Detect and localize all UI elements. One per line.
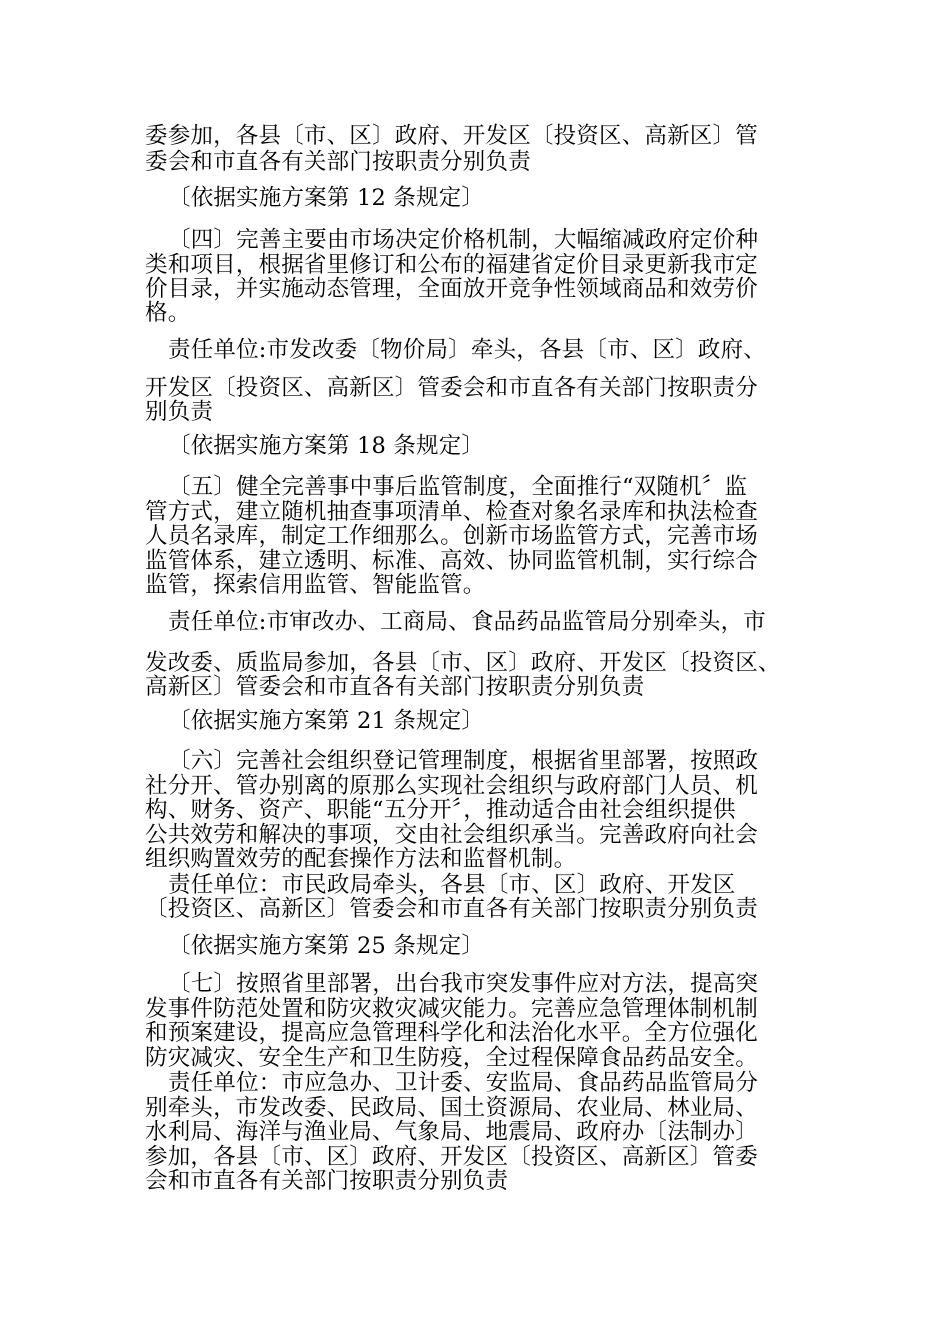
section-heading: 〔五〕健全完善事中事后监管制度，全面推行“双随机〞监 xyxy=(168,474,748,500)
text-line: 管方式，建立随机抽查事项清单、检查对象名录库和执法检查 xyxy=(145,499,758,525)
text-line: 发事件防范处置和防灾救灾减灾能力。完善应急管理体制机制 xyxy=(145,996,758,1022)
text-line: 委会和市直各有关部门按职责分别负责 xyxy=(145,149,531,175)
section-heading: 〔六〕完善社会组织登记管理制度，根据省里部署，按照政 xyxy=(168,748,759,774)
text-line: 公共效劳和解决的事项，交由社会组织承当。完善政府向社会 xyxy=(145,822,758,848)
reference-note: 〔依据实施方案第 25 条规定〕 xyxy=(168,933,485,959)
text-line: 委参加，各县〔市、区〕政府、开发区〔投资区、高新区〕管 xyxy=(145,123,758,149)
text-line: 和预案建设，提高应急管理科学化和法治化水平。全方位强化 xyxy=(145,1020,758,1046)
text-line: 别负责 xyxy=(145,399,214,425)
text-line: 别牵头，市发改委、民政局、国土资源局、农业局、林业局、 xyxy=(145,1095,758,1121)
section-heading: 〔四〕完善主要由市场决定价格机制，大幅缩减政府定价种 xyxy=(168,227,759,253)
text-line: 格。 xyxy=(145,300,191,326)
text-line: 防灾减灾、安全生产和卫生防疫，全过程保障食品药品安全。 xyxy=(145,1045,758,1071)
text-line: 类和项目，根据省里修订和公布的福建省定价目录更新我市定 xyxy=(145,252,758,278)
text-line: 会和市直各有关部门按职责分别负责 xyxy=(145,1168,509,1194)
text-line: 社分开、管办别离的原那么实现社会组织与政府部门人员、机 xyxy=(145,773,758,799)
text-line: 构、财务、资产、职能“五分开〞，推动适合由社会组织提供 xyxy=(145,797,736,823)
text-line: 参加，各县〔市、区〕政府、开发区〔投资区、高新区〕管委 xyxy=(145,1144,758,1170)
responsibility-line: 责任单位:市发改委〔物价局〕牵头，各县〔市、区〕政府、 xyxy=(168,337,766,363)
responsibility-line: 责任单位:市审改办、工商局、食品药品监管局分别牵头，市 xyxy=(168,609,766,635)
reference-note: 〔依据实施方案第 18 条规定〕 xyxy=(168,433,485,459)
reference-note: 〔依据实施方案第 12 条规定〕 xyxy=(168,185,485,211)
text-line: 监管体系，建立透明、标准、高效、协同监管机制，实行综合 xyxy=(145,548,758,574)
text-line: 组织购置效劳的配套操作方法和监督机制。 xyxy=(145,846,577,872)
text-line: 监管，探索信用监管、智能监管。 xyxy=(145,572,486,598)
responsibility-line: 责任单位：市应急办、卫计委、安监局、食品药品监管局分 xyxy=(168,1070,759,1096)
text-line: 发改委、质监局参加，各县〔市、区〕政府、开发区〔投资区、 xyxy=(145,650,781,676)
text-line: 人员名录库，制定工作细那么。创新市场监管方式，完善市场 xyxy=(145,523,758,549)
text-line: 价目录，并实施动态管理，全面放开竞争性领域商品和效劳价 xyxy=(145,276,758,302)
text-line: 〔投资区、高新区〕管委会和市直各有关部门按职责分别负责 xyxy=(145,896,758,922)
text-line: 水利局、海洋与渔业局、气象局、地震局、政府办〔法制办〕 xyxy=(145,1119,758,1145)
reference-note: 〔依据实施方案第 21 条规定〕 xyxy=(168,708,485,734)
text-line: 高新区〕管委会和市直各有关部门按职责分别负责 xyxy=(145,674,645,700)
responsibility-line: 责任单位：市民政局牵头，各县〔市、区〕政府、开发区 xyxy=(168,872,736,898)
section-heading: 〔七〕按照省里部署，出台我市突发事件应对方法，提高突 xyxy=(168,971,759,997)
text-line: 开发区〔投资区、高新区〕管委会和市直各有关部门按职责分 xyxy=(145,375,758,401)
